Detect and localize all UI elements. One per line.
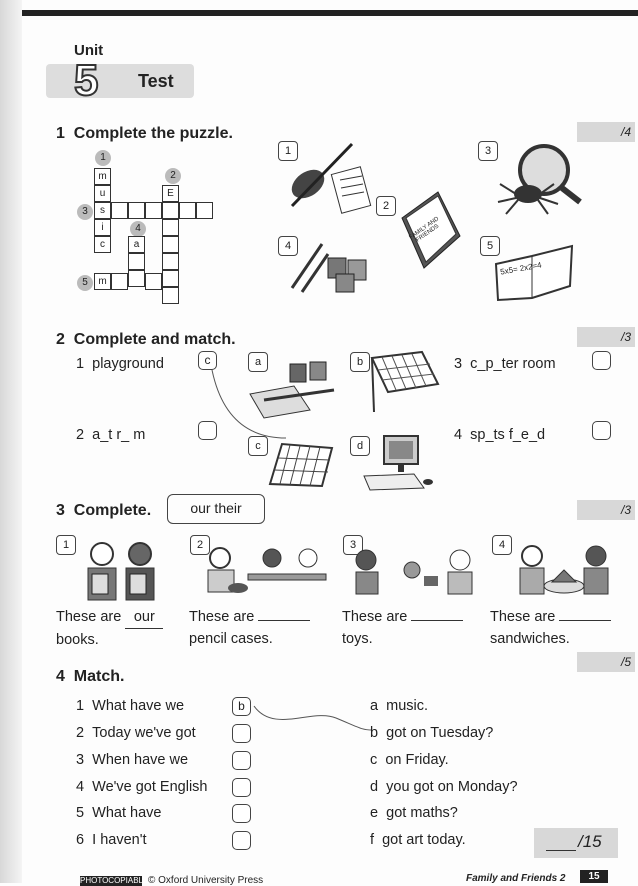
- s4-right-d: d you got on Monday?: [370, 779, 518, 795]
- s2-pic-a-label: a: [248, 352, 268, 372]
- clue-2-marker: 2: [165, 168, 181, 184]
- puzzle-cell[interactable]: [128, 202, 145, 219]
- unit-number: 5: [74, 56, 99, 105]
- section-4-heading: 4 Match.: [56, 668, 125, 685]
- s3-sentence-2: These are pencil cases.: [189, 606, 310, 650]
- total-score-label: /15: [578, 832, 602, 851]
- s4-left-4: 4 We've got English: [76, 779, 208, 795]
- book-cover-text: FAMILY AND FRIENDS: [408, 216, 441, 244]
- puzzle-cell[interactable]: [196, 202, 213, 219]
- s4-answer-box-3[interactable]: [232, 751, 251, 770]
- page-number: 15: [580, 870, 608, 883]
- s4-answer-box-1[interactable]: b: [232, 697, 251, 716]
- s2-pic-d-label: d: [350, 436, 370, 456]
- puzzle-cell[interactable]: s: [94, 202, 111, 219]
- violin-music-illustration: [282, 140, 378, 216]
- s2-answer-box-1[interactable]: c: [198, 351, 217, 370]
- unit-label: Unit: [74, 42, 104, 59]
- s4-left-3: 3 When have we: [76, 752, 189, 768]
- puzzle-cell[interactable]: [111, 202, 128, 219]
- puzzle-cell[interactable]: [128, 270, 145, 287]
- climbing-frame-illustration: [266, 440, 336, 488]
- clue-4-marker: 4: [130, 221, 146, 237]
- s4-right-a: a music.: [370, 698, 429, 714]
- children-toys-illustration: [352, 546, 484, 598]
- s3-pic-4-number: 4: [492, 535, 512, 555]
- s3-pic-1-number: 1: [56, 535, 76, 555]
- puzzle-cell[interactable]: E: [162, 185, 179, 202]
- s4-answer-box-6[interactable]: [232, 831, 251, 850]
- puzzle-cell[interactable]: [179, 202, 196, 219]
- s2-item-4: 4 sp_ts f_e_d: [454, 427, 546, 443]
- goal-illustration: [368, 348, 442, 420]
- s3-sentence-4: These are sandwiches.: [490, 606, 611, 650]
- section-3-score: /3: [577, 500, 635, 520]
- puzzle-cell[interactable]: m: [94, 168, 111, 185]
- s4-left-6: 6 I haven't: [76, 832, 147, 848]
- picture-1-number: 1: [278, 141, 298, 161]
- s3-sentence-1: These are our books.: [56, 606, 163, 651]
- picture-5-number: 5: [480, 236, 500, 256]
- s3-answer-1[interactable]: our: [125, 606, 163, 629]
- computer-illustration: [362, 434, 436, 492]
- top-border: [14, 10, 638, 16]
- s4-right-b: b got on Tuesday?: [370, 725, 494, 741]
- s3-answer-2[interactable]: [258, 620, 310, 621]
- puzzle-cell[interactable]: [162, 287, 179, 304]
- series-name: Family and Friends 2: [466, 873, 566, 884]
- s2-pic-c-label: c: [248, 436, 268, 456]
- puzzle-cell[interactable]: u: [94, 185, 111, 202]
- puzzle-cell[interactable]: [145, 273, 162, 290]
- clue-1-marker: 1: [95, 150, 111, 166]
- s2-pic-b-label: b: [350, 352, 370, 372]
- s3-answer-3[interactable]: [411, 620, 463, 621]
- section-1-heading: 1 Complete the puzzle.: [56, 125, 233, 142]
- s3-answer-4[interactable]: [559, 620, 611, 621]
- total-score-box: [534, 828, 618, 858]
- s4-left-5: 5 What have: [76, 805, 162, 821]
- s2-item-2: 2 a_t r_ m: [76, 427, 146, 443]
- publisher-credit: © Oxford University Press: [148, 875, 264, 886]
- match-line: [210, 368, 290, 440]
- maths-book-text: 5x5= 2x2=4: [499, 260, 543, 277]
- page-spine: [0, 0, 22, 883]
- puzzle-cell[interactable]: c: [94, 236, 111, 253]
- s4-left-1: 1 What have we: [76, 698, 185, 714]
- clue-3-marker: 3: [77, 204, 93, 220]
- children-pencil-cases-illustration: [198, 544, 330, 600]
- paints-brushes-illustration: [288, 236, 372, 294]
- puzzle-cell[interactable]: [162, 270, 179, 287]
- s2-answer-box-4[interactable]: [592, 421, 611, 440]
- photocopiable-label: PHOTOCOPIABLE: [80, 876, 149, 885]
- section-3-heading: 3 Complete.: [56, 502, 152, 519]
- s4-right-e: e got maths?: [370, 805, 458, 821]
- section-2-score: /3: [577, 327, 635, 347]
- s2-answer-box-3[interactable]: [592, 351, 611, 370]
- puzzle-cell[interactable]: [162, 202, 179, 219]
- section-2-heading: 2 Complete and match.: [56, 331, 236, 348]
- puzzle-cell[interactable]: a: [128, 236, 145, 253]
- s4-right-f: f got art today.: [370, 832, 466, 848]
- puzzle-cell[interactable]: [162, 219, 179, 236]
- picture-4-number: 4: [278, 236, 298, 256]
- puzzle-cell[interactable]: [111, 273, 128, 290]
- children-sandwiches-illustration: [512, 544, 616, 602]
- word-box: our their: [167, 494, 265, 524]
- children-with-books-illustration: [76, 540, 168, 602]
- s3-pic-3-number: 3: [343, 535, 363, 555]
- picture-2-number: 2: [376, 196, 396, 216]
- match-line: [252, 700, 374, 734]
- puzzle-cell[interactable]: [162, 253, 179, 270]
- picture-3-number: 3: [478, 141, 498, 161]
- section-1-score: /4: [577, 122, 635, 142]
- s4-answer-box-5[interactable]: [232, 804, 251, 823]
- puzzle-cell[interactable]: m: [94, 273, 111, 290]
- s4-answer-box-4[interactable]: [232, 778, 251, 797]
- test-title: Test: [138, 71, 174, 91]
- s2-item-3: 3 c_p_ter room: [454, 356, 556, 372]
- puzzle-cell[interactable]: [162, 236, 179, 253]
- magnifier-spider-illustration: [488, 140, 584, 218]
- puzzle-cell[interactable]: [145, 202, 162, 219]
- s4-left-2: 2 Today we've got: [76, 725, 196, 741]
- s4-right-c: c on Friday.: [370, 752, 449, 768]
- s3-pic-2-number: 2: [190, 535, 210, 555]
- section-4-score: /5: [577, 652, 635, 672]
- s2-item-1: 1 playground: [76, 356, 164, 372]
- puzzle-cell[interactable]: [128, 253, 145, 270]
- total-score-blank[interactable]: [546, 850, 576, 851]
- s4-answer-box-2[interactable]: [232, 724, 251, 743]
- puzzle-cell[interactable]: i: [94, 219, 111, 236]
- s3-sentence-3: These are toys.: [342, 606, 463, 650]
- clue-5-marker: 5: [77, 275, 93, 291]
